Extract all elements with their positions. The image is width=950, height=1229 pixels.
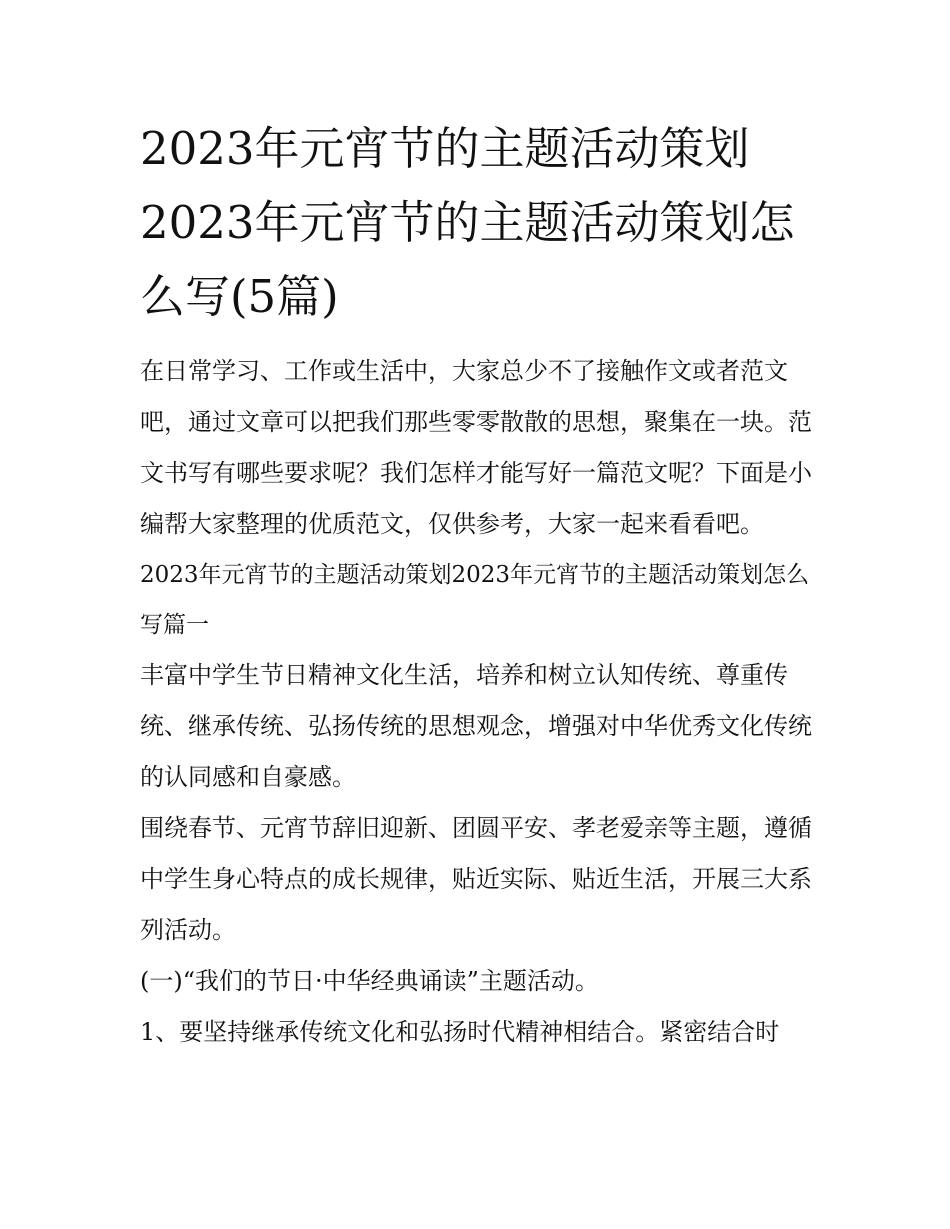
body-paragraph: (一)“我们的节日·中华经典诵读”主题活动。 — [140, 967, 599, 995]
document-title: 2023年元宵节的主题活动策划2023年元宵节的主题活动策划怎么写(5篇) — [140, 122, 795, 323]
intro-paragraph: 在日常学习、工作或生活中，大家总少不了接触作文或者范文吧，通过文章可以把我们那些零零散散的思想，聚集在一块。范文书写有哪些要求呢？我们怎样才能写好一篇范文呢？下面是小编帮大家整理的优质范文，仅供参考，大家一起来看看吧。 — [140, 357, 812, 538]
document-page — [140, 112, 820, 1058]
section-heading: 2023年元宵节的主题活动策划2023年元宵节的主题活动策划怎么写篇一 — [140, 562, 810, 638]
body-paragraph: 丰富中学生节日精神文化生活，培养和树立认知传统、尊重传统、继承传统、弘扬传统的思想观念，增强对中华优秀文化传统的认同感和自豪感。 — [140, 661, 812, 791]
body-paragraph: 1、要坚持继承传统文化和弘扬时代精神相结合。紧密结合时 — [140, 1018, 780, 1046]
body-paragraph: 围绕春节、元宵节辞旧迎新、团圆平安、孝老爱亲等主题，遵循中学生身心特点的成长规律，贴近实际、贴近生活，开展三大系列活动。 — [140, 814, 812, 944]
